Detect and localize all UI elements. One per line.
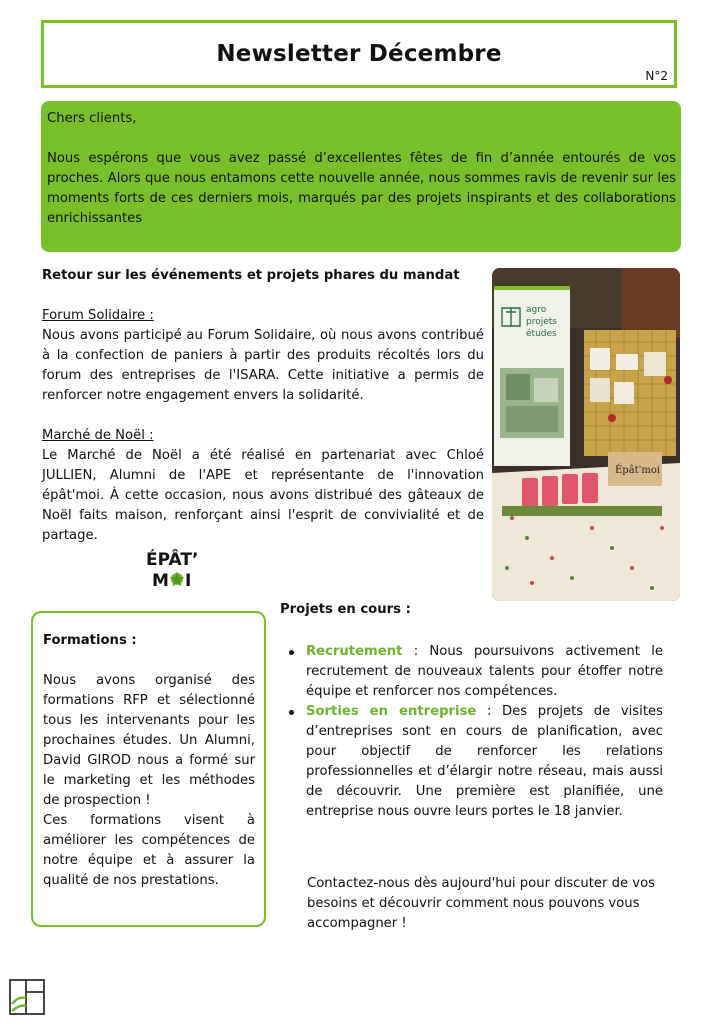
epat-logo-m: M xyxy=(152,571,169,590)
page-title: Newsletter Décembre xyxy=(216,41,502,67)
formations-heading: Formations : xyxy=(43,633,137,648)
issue-number: N°2 xyxy=(645,69,668,83)
intro-text: Nous espérons que vous avez passé d’excellentes fêtes de fin d’année entourés de vos proches. Alors que nous entamons cette nouvelle année, nous sommes ravis de revenir sur les moments forts de ces derniers mois, marqués par des projets inspirants et des collaborations enrichissantes xyxy=(47,151,676,226)
photo-sign: Épât'moi xyxy=(615,465,661,476)
list-item xyxy=(287,642,663,702)
intro-greeting: Chers clients, xyxy=(47,111,137,126)
formations-text-1: Nous avons organisé des formations RFP et sélectionné tous les intervenants pour les prochaines études. Un Alumni, David GIROD nous a formé sur le marketing et les méthodes de prospection ! xyxy=(43,673,255,808)
list-item xyxy=(287,702,663,822)
projet-text: : Des projets de visites d’entreprises sont en cours de planification, avec pour objectif de renforcer les relations professionnelles et d’élargir notre réseau, mais aussi de découvrir. Une première est planifiée, une entreprise nous ouvre leurs portes le 18 janvier. xyxy=(306,704,663,819)
projet-keyword: Sorties en entreprise xyxy=(306,704,477,719)
contact-text: Contactez-nous dès aujourd'hui pour discuter de vos besoins et découvrir comment nous pouvons vous accompagner ! xyxy=(307,876,656,931)
formations-text-2: Ces formations visent à améliorer les compétences de notre équipe et à assurer la qualité de nos prestations. xyxy=(43,813,255,888)
events-section xyxy=(42,266,484,546)
agro-projets-etudes-logo-icon xyxy=(8,978,46,1016)
events-heading: Retour sur les événements et projets phares du mandat xyxy=(42,268,460,283)
epat-moi-logo xyxy=(140,546,210,590)
epat-logo-line1: ÉPÂT’ xyxy=(146,550,199,570)
bullet-icon xyxy=(289,710,294,715)
forum-text: Nous avons participé au Forum Solidaire, où nous avons contribué à la confection de paniers à partir des produits récoltés lors du forum des entreprises de l'ISARA. Cette initiative a permis de renforcer notre engagement envers la solidarité. xyxy=(42,328,484,403)
banner-line-1: agro xyxy=(526,305,547,315)
intro-box xyxy=(41,101,681,252)
projet-keyword: Recrutement xyxy=(306,644,403,659)
banner-line-2: projets xyxy=(526,317,557,327)
title-box xyxy=(41,20,677,88)
banner-line-3: études xyxy=(526,329,557,339)
noel-text: Le Marché de Noël a été réalisé en partenariat avec Chloé JULLIEN, Alumni de l'APE et représentante de l'innovation épât'moi. À cette occasion, nous avons distribué des gâteaux de Noël faits maison, renforçant ainsi l'esprit de convivialité et de partage. xyxy=(42,448,484,543)
forum-title: Forum Solidaire : xyxy=(42,308,154,323)
epat-logo-i: I xyxy=(185,571,192,590)
projets-heading: Projets en cours : xyxy=(280,602,411,617)
projet-text: : Nous poursuivons activement le recrutement de nouveaux talents pour étoffer notre équipe et renforcer nos compétences. xyxy=(306,644,663,699)
noel-title: Marché de Noël : xyxy=(42,428,154,443)
bullet-icon xyxy=(289,650,294,655)
market-photo xyxy=(492,268,680,601)
projets-list xyxy=(287,642,663,822)
formations-box xyxy=(31,611,266,927)
market-photo-illustration xyxy=(492,268,680,601)
